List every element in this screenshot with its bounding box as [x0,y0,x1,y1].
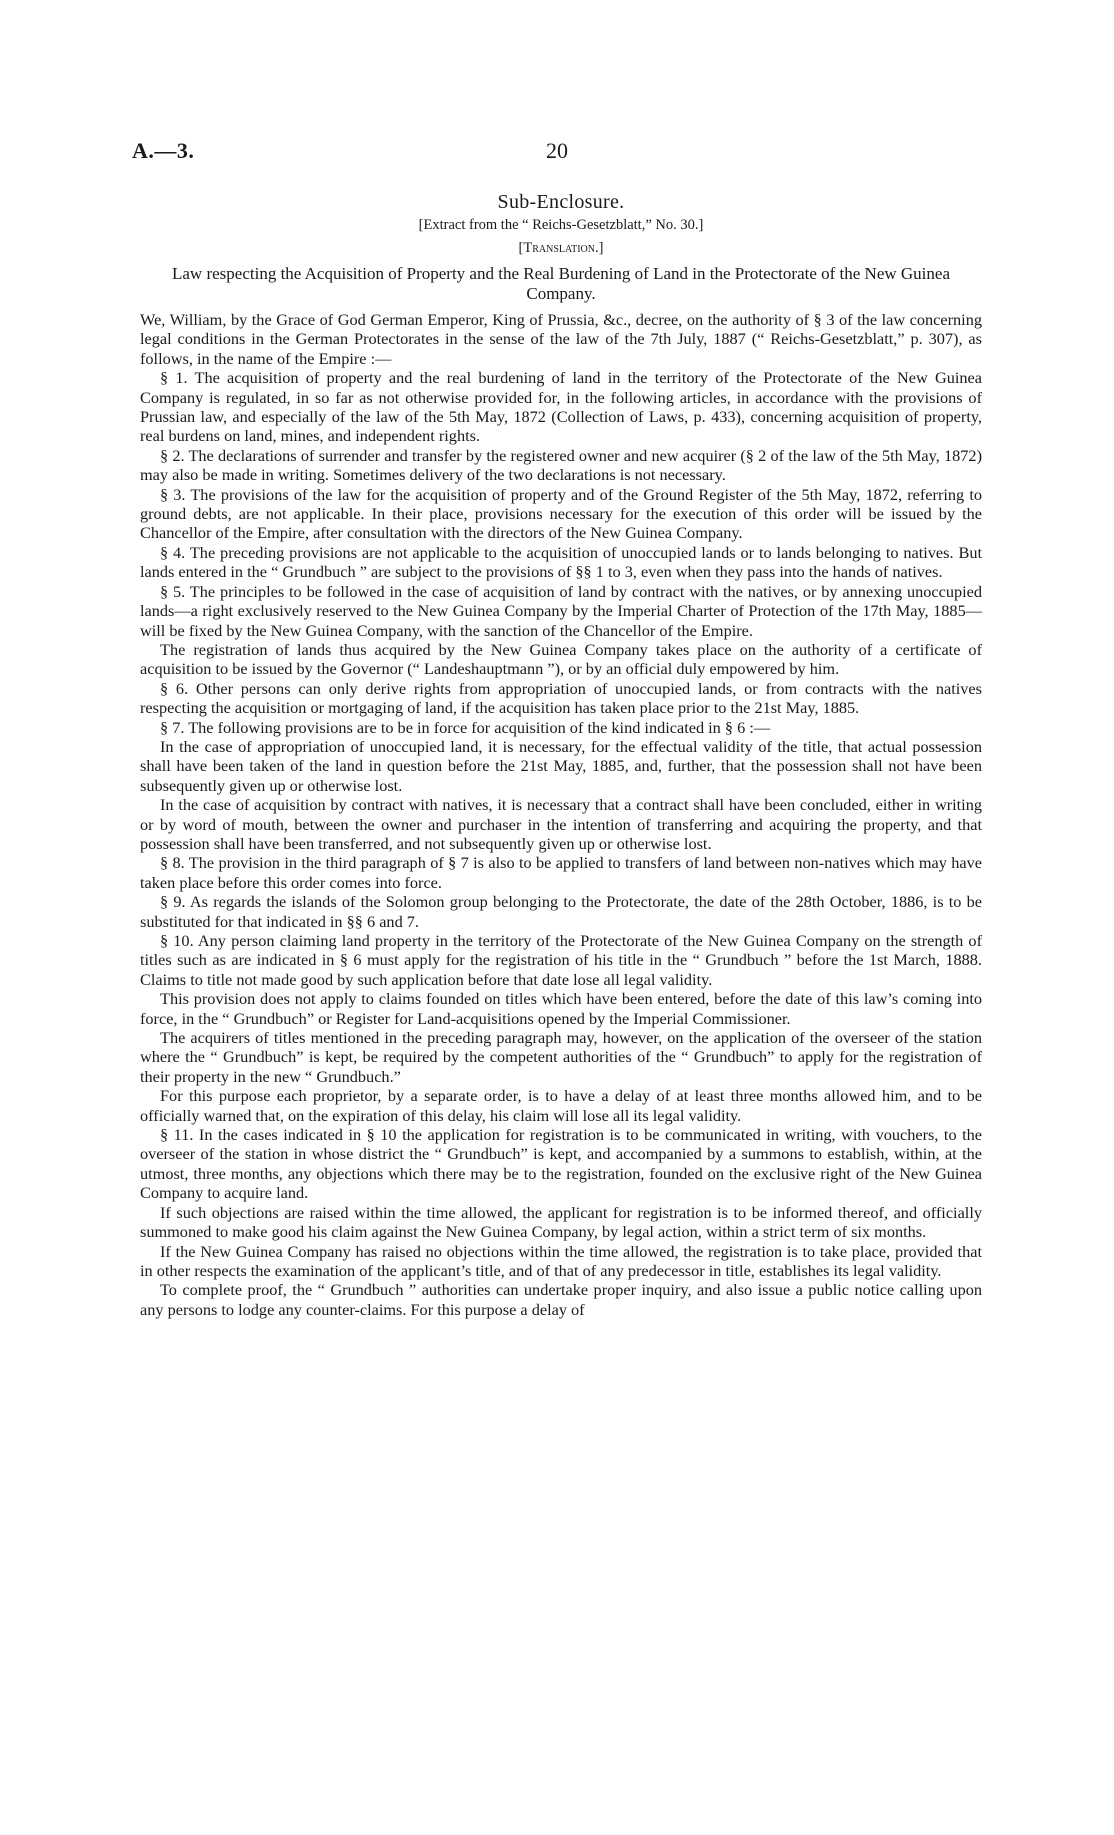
extract-note: [Extract from the “ Reichs-Gesetzblatt,” No. 30.] [418,217,704,233]
sub-enclosure-title: Sub-Enclosure. [497,191,625,213]
section-2-paragraph: § 2. The declarations of surrender and transfer by the registered owner and new acquirer (§ 2 of the law of the 5th May, 1872) may also be made in writing. Sometimes delivery of the two declarations is not necessary. [140,445,982,485]
section-11-paragraph: § 11. In the cases indicated in § 10 the application for registration is to be communicated in writing, with vouchers, to the overseer of the station in whose district the “ Grundbuch” is kept, and accompanied by a summons to establish, within, at the utmost, three months, any objections which there may be to the registration, founded on the exclusive right of the New Guinea Company to acquire land. [140,1125,982,1203]
section-5-paragraph: § 5. The principles to be followed in the case of acquisition of land by contract with the natives, or by annexing unoccupied lands—a right exclusively reserved to the New Guinea Company by the Imperial Charter of Protection of the 17th May, 1885—will be fixed by the New Guinea Company, with the sanction of the Chancellor of the Empire. [140,581,982,640]
section-7-contract-paragraph: In the case of acquisition by contract with natives, it is necessary that a contract shall have been concluded, either in writing or by word of mouth, between the owner and purchaser in the intention of transferring and acquiring the property, and that possession shall have been transferred, and not subsequently given up or otherwise lost. [140,795,982,853]
section-1-paragraph: § 1. The acquisition of property and the real burdening of land in the territory of the Protectorate of the New Guinea Company is regulated, in so far as not otherwise provided for, in the following articles, in accordance with the provisions of Prussian law, and especially of the law of the 5th May, 1872 (Collection of Laws, p. 433), concerning acquisition of property, real burdens on land, mines, and independent rights. [140,368,982,446]
section-8-paragraph: § 8. The provision in the third paragraph of § 7 is also to be applied to transfers of land between non-natives which may have taken place before this order comes into force. [140,853,982,892]
preamble-paragraph: We, William, by the Grace of God German Emperor, King of Prussia, &c., decree, on the authority of § 3 of the law concerning legal conditions in the German Protectorates in the sense of the law of the 7th July, 1887 (“ Reichs-Gesetzblatt,” p. 307), as follows, in the name of the Empire :— [140,310,982,368]
translation-note: [Translation.] [518,240,604,256]
section-6-paragraph: § 6. Other persons can only derive rights from appropriation of unoccupied lands, or from contracts with the natives respecting the acquisition or mortgaging of land, if the acquisition has taken place prior to the 21st May, 1885. [140,678,982,718]
section-10-exception-paragraph: This provision does not apply to claims founded on titles which have been entered, before the date of this law’s coming into force, in the “ Grundbuch” or Register for Land-acquisitions opened by the Imperial Commissioner. [140,989,982,1028]
section-10-delay-paragraph: For this purpose each proprietor, by a separate order, is to have a delay of at least three months allowed him, and to be officially warned that, on the expiration of this delay, his claim will lose all its legal validity. [140,1086,982,1125]
section-11-no-objections-paragraph: If the New Guinea Company has raised no objections within the time allowed, the registration is to take place, provided that in other respects the examination of the applicant’s title, and of that of any predecessor in title, establishes its legal validity. [140,1241,982,1280]
section-5-registration-paragraph: The registration of lands thus acquired by the New Guinea Company takes place on the authority of a certificate of acquisition to be issued by the Governor (“ Landeshauptmann ”), or by an official duly empowered by him. [140,639,982,679]
section-4-paragraph: § 4. The preceding provisions are not applicable to the acquisition of unoccupied lands or to lands belonging to natives. But lands entered in the “ Grundbuch ” are subject to the provisions of §§ 1 to 3, even when they pass into the hands of natives. [140,542,982,582]
section-3-paragraph: § 3. The provisions of the law for the acquisition of property and of the Ground Register of the 5th May, 1872, referring to ground debts, are not applicable. In their place, provisions necessary for the execution of this order will be issued by the Chancellor of the Empire, after consultation with the directors of the New Guinea Company. [140,484,982,543]
section-7-appropriation-paragraph: In the case of appropriation of unoccupied land, it is necessary, for the effectual validity of the title, that actual possession shall have been taken of the land in question before the 21st May, 1885, and, further, that the possession shall not have been subsequently given up or otherwise lost. [140,736,982,795]
section-9-paragraph: § 9. As regards the islands of the Solomon group belonging to the Protectorate, the date of the 28th October, 1886, is to be substituted for that indicated in §§ 6 and 7. [140,892,982,931]
section-7-paragraph: § 7. The following provisions are to be in force for acquisition of the kind indicated in § 6 :— [160,717,771,737]
page-number: 20 [546,138,568,163]
law-title: Law respecting the Acquisition of Property and the Real Burdening of Land in the Protectorate of the New Guinea Company. [172,264,950,303]
section-10-acquirers-paragraph: The acquirers of titles mentioned in the preceding paragraph may, however, on the application of the overseer of the station where the “ Grundbuch” is kept, be required by the competent authorities of the “ Grundbuch” to apply for the registration of their property in the new “ Grundbuch.” [140,1028,982,1086]
section-11-objections-paragraph: If such objections are raised within the time allowed, the applicant for registration is to be informed thereof, and officially summoned to make good his claim against the New Guinea Company, by legal action, within a strict term of six months. [140,1202,982,1242]
section-11-proof-paragraph: To complete proof, the “ Grundbuch ” authorities can undertake proper inquiry, and also issue a public notice calling upon any persons to lodge any counter-claims. For this purpose a delay of [140,1280,982,1319]
document-reference: A.—3. [132,138,195,163]
section-10-paragraph: § 10. Any person claiming land property in the territory of the Protectorate of the New Guinea Company on the strength of titles such as are indicated in § 6 must apply for the registration of his title in the “ Grundbuch ” before the 1st March, 1888. Claims to title not made good by such application before that date lose all legal validity. [140,931,982,989]
document-body [140,190,982,1319]
page-header [0,138,1114,168]
